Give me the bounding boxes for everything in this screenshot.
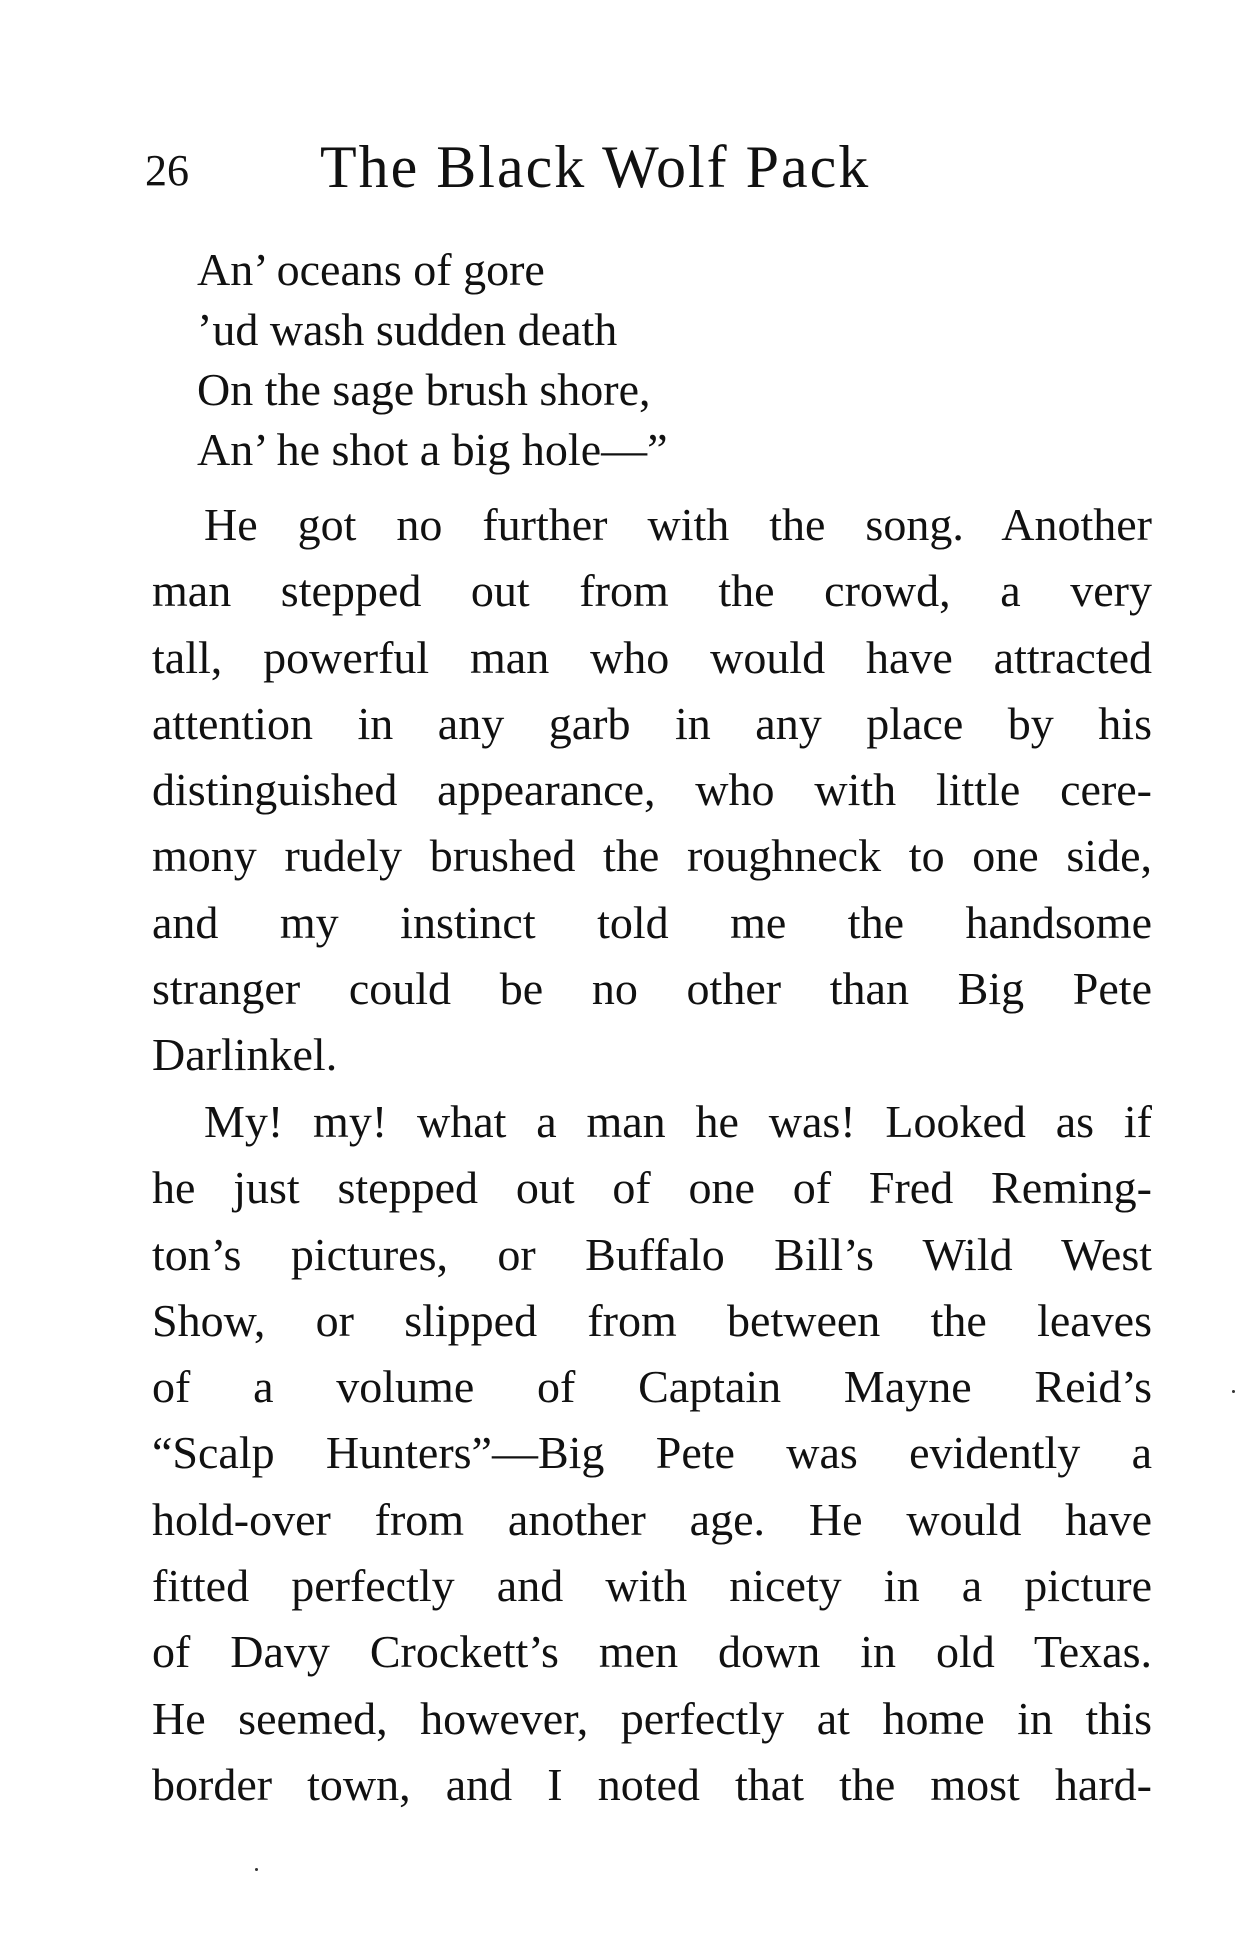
verse-line: ’ud wash sudden death xyxy=(197,304,618,355)
text-line: He seemed, however, perfectly at home in this xyxy=(152,1692,1152,1744)
page-number: 26 xyxy=(145,146,189,195)
text-line: ton’s pictures, or Buffalo Bill’s Wild West xyxy=(152,1228,1152,1280)
paragraph-2 xyxy=(152,1089,1152,1818)
text-line: hold-over from another age. He would have xyxy=(152,1493,1152,1545)
text-line: attention in any garb in any place by his xyxy=(152,697,1152,749)
text-line: Show, or slipped from between the leaves xyxy=(152,1294,1152,1346)
running-head: The Black Wolf Pack xyxy=(320,134,871,200)
text-line: border town, and I noted that the most hard- xyxy=(152,1758,1152,1810)
text-line: distinguished appearance, who with little cere- xyxy=(152,764,1152,816)
text-line: Darlinkel. xyxy=(152,1029,338,1081)
text-line: he just stepped out of one of Fred Reming- xyxy=(152,1162,1152,1214)
text-line: He got no further with the song. Another xyxy=(204,499,1152,550)
scan-speck xyxy=(1232,1390,1235,1393)
verse-line: On the sage brush shore, xyxy=(197,364,651,415)
text-line: stranger could be no other than Big Pete xyxy=(152,963,1152,1015)
text-line: mony rudely brushed the roughneck to one side, xyxy=(152,830,1152,882)
text-line: of Davy Crockett’s men down in old Texas. xyxy=(152,1626,1152,1678)
text-line: My! my! what a man he was! Looked as if xyxy=(204,1096,1152,1147)
text-line: tall, powerful man who would have attracted xyxy=(152,631,1152,683)
verse-line: An’ oceans of gore xyxy=(197,244,545,295)
text-line: “Scalp Hunters”—Big Pete was evidently a xyxy=(152,1427,1152,1479)
page-header xyxy=(145,132,1145,202)
verse-line: An’ he shot a big hole—” xyxy=(197,424,668,475)
paragraph-1 xyxy=(152,492,1152,1089)
text-line: fitted perfectly and with nicety in a picture xyxy=(152,1560,1152,1612)
text-line: of a volume of Captain Mayne Reid’s xyxy=(152,1361,1152,1413)
verse-block xyxy=(197,240,1097,480)
scan-speck xyxy=(255,1868,258,1871)
text-line: and my instinct told me the handsome xyxy=(152,896,1152,948)
text-line: man stepped out from the crowd, a very xyxy=(152,565,1152,617)
